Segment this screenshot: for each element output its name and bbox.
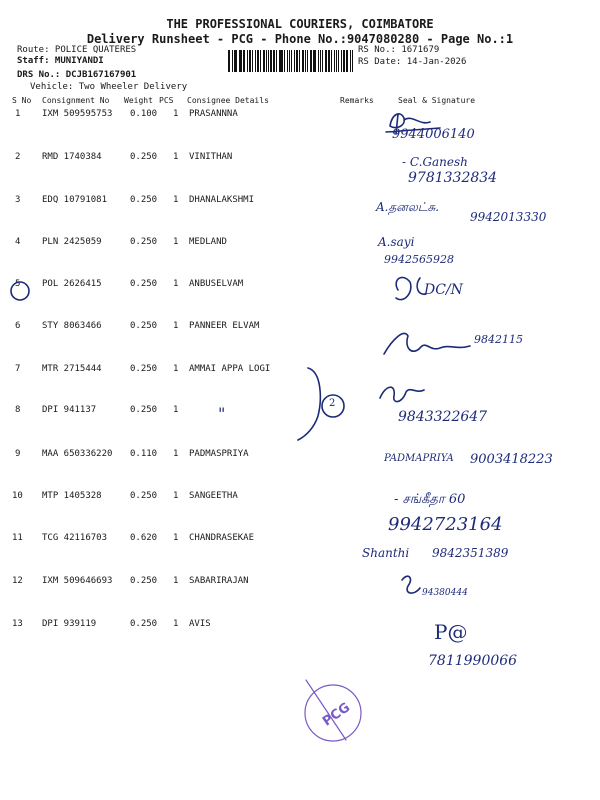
ditto-mark: " <box>218 404 226 423</box>
barcode-bar <box>331 50 332 72</box>
row-weight: 0.250 <box>130 491 158 501</box>
barcode-bar <box>249 50 251 72</box>
handwritten-phone-3: 9942013330 <box>470 210 547 224</box>
row-consignment: DPI 941137 <box>42 405 97 415</box>
handwritten-name-9: PADMAPRIYA <box>384 453 454 464</box>
barcode-bar <box>252 50 253 72</box>
barcode-bar <box>350 50 351 72</box>
row-weight: 0.250 <box>130 237 158 247</box>
barcode-bar <box>243 50 244 72</box>
handwritten-phone-4: 9942565928 <box>384 253 454 266</box>
row-sno: 3 <box>15 195 21 205</box>
row-weight: 0.250 <box>130 152 158 162</box>
handwritten-initials-5: DC/N <box>424 282 463 298</box>
barcode-bar <box>322 50 323 72</box>
barcode-bar <box>266 50 267 72</box>
barcode-bar <box>313 50 314 72</box>
col-pcs: PCS <box>159 96 174 105</box>
row-pcs: 1 <box>173 533 179 543</box>
row-sno: 12 <box>12 576 23 586</box>
row-consignment: TCG 42116703 <box>42 533 108 543</box>
barcode-bar <box>338 50 339 72</box>
barcode-bar <box>314 50 316 72</box>
barcode-bar <box>284 50 285 72</box>
barcode-bar <box>310 50 312 72</box>
row-weight: 0.110 <box>130 449 158 459</box>
circled-number: 2 <box>329 398 336 409</box>
row-sno: 4 <box>15 237 21 247</box>
signature-5-scribble <box>396 277 426 299</box>
barcode-bar <box>296 50 298 72</box>
vehicle-text: Vehicle: Two Wheeler Delivery <box>30 82 188 92</box>
barcode-bar <box>239 50 242 72</box>
row-consignee: PANNEER ELVAM <box>189 321 260 331</box>
barcode-bar <box>346 50 349 72</box>
row-pcs: 1 <box>173 405 179 415</box>
barcode-bar <box>305 50 306 72</box>
handwritten-name-4: A.sayi <box>378 235 415 249</box>
row-consignee: PADMASPRIYA <box>189 449 249 459</box>
handwritten-phone-1: 9944006140 <box>392 127 475 142</box>
bracket-mark <box>298 368 320 440</box>
row-pcs: 1 <box>173 576 179 586</box>
row-pcs: 1 <box>173 279 179 289</box>
handwritten-name-13: P@ <box>434 620 468 644</box>
barcode-bar <box>228 50 230 72</box>
barcode-bar <box>325 50 328 72</box>
row-consignee: AMMAI APPA LOGI <box>189 364 271 374</box>
row-weight: 0.250 <box>130 619 158 629</box>
row-sno: 1 <box>15 109 21 119</box>
rs-number: RS No.: 1671679 <box>358 45 440 55</box>
barcode-bar <box>318 50 319 72</box>
row-consignment: MTP 1405328 <box>42 491 102 501</box>
barcode-bar <box>263 50 265 72</box>
row-pcs: 1 <box>173 364 179 374</box>
barcode-bar <box>255 50 256 72</box>
row-sno: 11 <box>12 533 23 543</box>
handwritten-phone-8: 9843322647 <box>398 409 488 425</box>
row-consignment: PLN 2425059 <box>42 237 102 247</box>
barcode-bar <box>334 50 335 72</box>
rs-date: RS Date: 14-Jan-2026 <box>358 57 467 67</box>
row-consignee: AVIS <box>189 619 211 629</box>
handwritten-phone-9: 9003418223 <box>470 452 553 467</box>
row-consignee: SANGEETHA <box>189 491 238 501</box>
handwritten-phone-13: 7811990066 <box>428 653 518 669</box>
col-signature: Seal & Signature <box>398 96 476 105</box>
barcode <box>228 50 354 72</box>
barcode-bar <box>307 50 308 72</box>
barcode-bar <box>287 50 288 72</box>
row-5-circle-mark <box>11 282 29 300</box>
barcode-bar <box>232 50 233 72</box>
row-consignee: PRASANNNA <box>189 109 238 119</box>
col-remarks: Remarks <box>340 96 374 105</box>
row-sno: 6 <box>15 321 21 331</box>
row-consignee: MEDLAND <box>189 237 227 247</box>
row-weight: 0.250 <box>130 195 158 205</box>
row-pcs: 1 <box>173 152 179 162</box>
row-sno: 2 <box>15 152 21 162</box>
row-consignee: VINITHAN <box>189 152 233 162</box>
handwritten-phone-11: 9842351389 <box>432 546 509 560</box>
row-pcs: 1 <box>173 619 179 629</box>
barcode-bar <box>235 50 237 72</box>
row-consignment: EDQ 10791081 <box>42 195 108 205</box>
row-weight: 0.250 <box>130 279 158 289</box>
drs-number: DRS No.: DCJB167167901 <box>17 70 137 80</box>
barcode-bar <box>320 50 321 72</box>
row-consignment: STY 8063466 <box>42 321 102 331</box>
barcode-bar <box>280 50 283 72</box>
row-weight: 0.250 <box>130 321 158 331</box>
barcode-bar <box>299 50 300 72</box>
handwritten-phone-6: 9842115 <box>474 333 523 346</box>
row-sno: 13 <box>12 619 23 629</box>
barcode-bar <box>279 50 280 72</box>
handwritten-phone-12: 94380444 <box>422 588 468 598</box>
row-consignment: DPI 939119 <box>42 619 97 629</box>
col-weight: Weight <box>124 96 153 105</box>
row-sno: 5 <box>15 279 21 289</box>
handwritten-name-11: Shanthi <box>362 546 410 560</box>
barcode-bar <box>244 50 245 72</box>
handwritten-name-10: - சங்கீதா 60 <box>394 492 466 507</box>
row-weight: 0.250 <box>130 405 158 415</box>
row-consignment: RMD 1740384 <box>42 152 102 162</box>
row-weight: 0.250 <box>130 576 158 586</box>
col-consignee: Consignee Details <box>187 96 269 105</box>
barcode-bar <box>257 50 260 72</box>
row-pcs: 1 <box>173 321 179 331</box>
barcode-bar <box>302 50 305 72</box>
barcode-bar <box>276 50 277 72</box>
barcode-bar <box>352 50 353 72</box>
barcode-bar <box>294 50 295 72</box>
barcode-bar <box>291 50 292 72</box>
row-consignment: IXM 509646693 <box>42 576 113 586</box>
ink-marks <box>0 100 600 800</box>
signature-12-scribble <box>402 576 420 593</box>
row-consignment: MAA 650336220 <box>42 449 113 459</box>
handwritten-name-3: A.தனலட்சு. <box>376 200 440 214</box>
row-sno: 9 <box>15 449 21 459</box>
row-pcs: 1 <box>173 109 179 119</box>
signature-6-scribble <box>384 333 470 354</box>
company-title: THE PROFESSIONAL COURIERS, COIMBATORE <box>166 17 434 31</box>
barcode-bar <box>328 50 330 72</box>
barcode-bar <box>270 50 272 72</box>
row-consignee: SABARIRAJAN <box>189 576 249 586</box>
handwritten-name-2: - C.Ganesh <box>402 155 468 169</box>
barcode-bar <box>260 50 261 72</box>
barcode-bar <box>234 50 235 72</box>
route-text: Route: POLICE QUATERES <box>17 45 137 55</box>
row-weight: 0.250 <box>130 364 158 374</box>
barcode-bar <box>343 50 345 72</box>
col-sno: S No <box>12 96 32 105</box>
row-consignee: CHANDRASEKAE <box>189 533 255 543</box>
row-consignee: DHANALAKSHMI <box>189 195 255 205</box>
row-consignment: POL 2626415 <box>42 279 102 289</box>
row-weight: 0.100 <box>130 109 158 119</box>
barcode-bar <box>336 50 338 72</box>
barcode-bar <box>247 50 248 72</box>
row-sno: 7 <box>15 364 21 374</box>
signature-8-scribble <box>380 387 424 401</box>
staff-text: Staff: MUNIYANDI <box>17 56 104 66</box>
pcg-stamp-text: PCG <box>320 700 354 730</box>
row-consignment: IXM 509595753 <box>42 109 113 119</box>
row-pcs: 1 <box>173 449 179 459</box>
row-weight: 0.620 <box>130 533 158 543</box>
row-consignee: ANBUSELVAM <box>189 279 244 289</box>
barcode-bar <box>273 50 275 72</box>
row-pcs: 1 <box>173 491 179 501</box>
barcode-bar <box>289 50 291 72</box>
row-sno: 10 <box>12 491 23 501</box>
barcode-bar <box>341 50 342 72</box>
runsheet-subtitle: Delivery Runsheet - PCG - Phone No.:9047080280 - Page No.:1 <box>86 32 514 46</box>
col-consignment: Consignment No <box>42 96 110 105</box>
row-consignment: MTR 2715444 <box>42 364 102 374</box>
row-pcs: 1 <box>173 195 179 205</box>
barcode-bar <box>268 50 269 72</box>
handwritten-phone-2: 9781332834 <box>408 170 498 186</box>
handwritten-phone-10: 9942723164 <box>388 514 503 535</box>
row-sno: 8 <box>15 405 21 415</box>
row-pcs: 1 <box>173 237 179 247</box>
